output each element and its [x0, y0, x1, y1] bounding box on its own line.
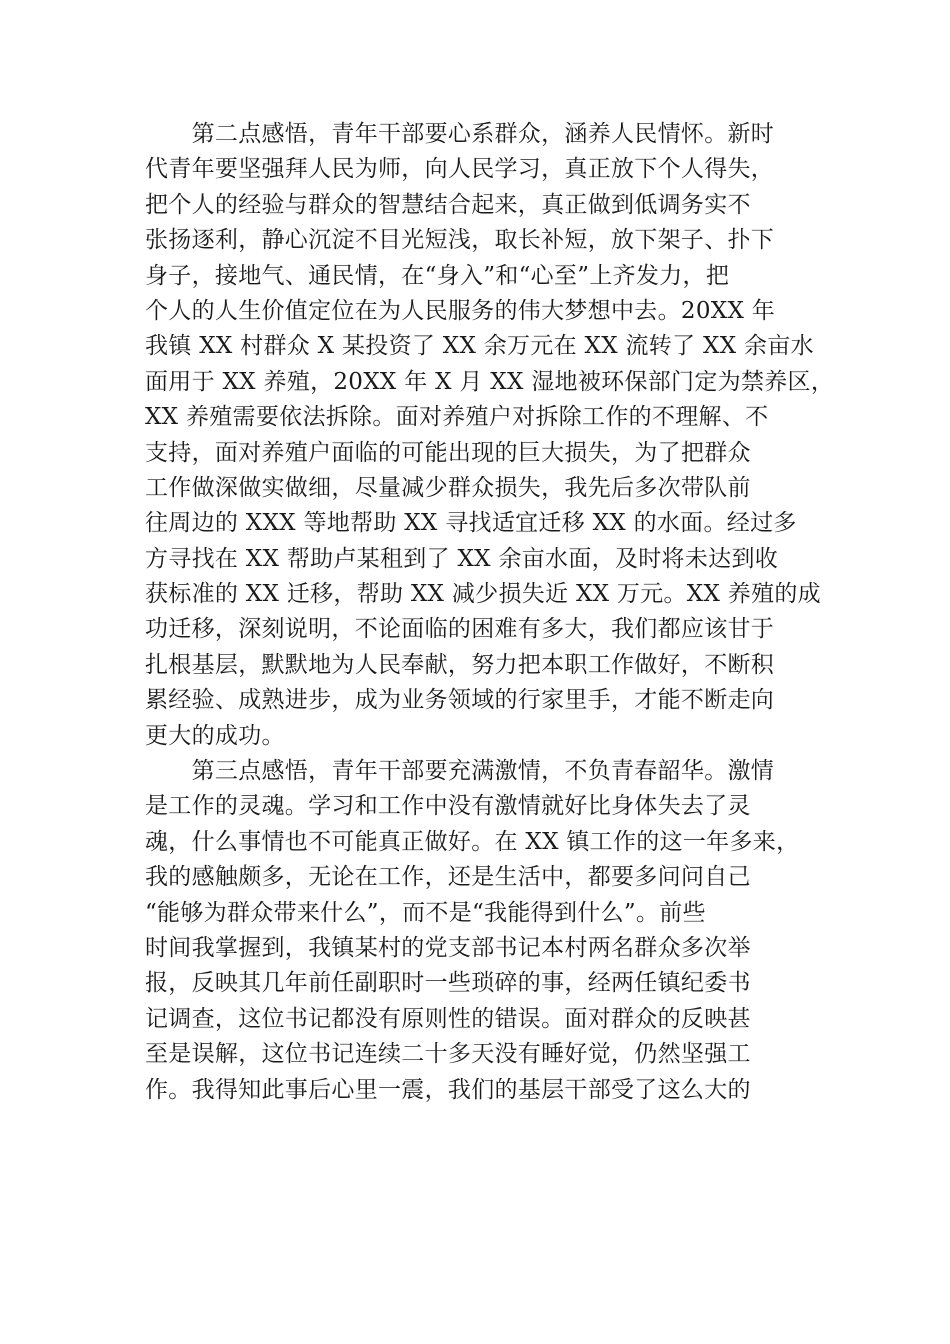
text-line: 工作做深做实做细，尽量减少群众损失，我先后多次带队前 [145, 474, 751, 501]
text-line: 个人的人生价值定位在为人民服务的伟大梦想中去。20XX 年 [145, 297, 776, 324]
text-line: 是工作的灵魂。学习和工作中没有激情就好比身体失去了灵 [145, 793, 751, 820]
text-line: 时间我掌握到，我镇某村的党支部书记本村两名群众多次举 [145, 934, 751, 961]
text-line: 累经验、成熟进步，成为业务领域的行家里手，才能不断走向 [145, 687, 775, 714]
text-line: 面用于 XX 养殖，20XX 年 X 月 XX 湿地被环保部门定为禁养区， [145, 368, 835, 395]
text-line: “能够为群众带来什么”，而不是“我能得到什么”。前些 [145, 899, 706, 926]
text-line: 我的感触颇多，无论在工作，还是生活中，都要多问问自己 [145, 864, 751, 891]
text-line: 把个人的经验与群众的智慧结合起来，真正做到低调务实不 [145, 191, 751, 218]
text-line: 至是误解，这位书记连续二十多天没有睡好觉，仍然坚强工 [145, 1041, 751, 1068]
text-line: 功迁移，深刻说明，不论面临的困难有多大，我们都应该甘于 [145, 616, 775, 643]
body-text [145, 117, 835, 1108]
text-line: XX 养殖需要依法拆除。面对养殖户对拆除工作的不理解、不 [145, 404, 769, 431]
text-line: 第三点感悟，青年干部要充满激情，不负青春韶华。激情 [145, 758, 775, 785]
text-line: 张扬逐利，静心沉淀不目光短浅，取长补短，放下架子、扑下 [145, 227, 775, 254]
text-line: 代青年要坚强拜人民为师，向人民学习，真正放下个人得失， [145, 156, 775, 183]
text-line: 我镇 XX 村群众 X 某投资了 XX 余万元在 XX 流转了 XX 余亩水 [145, 333, 814, 360]
text-line: 作。我得知此事后心里一震，我们的基层干部受了这么大的 [145, 1076, 751, 1103]
text-line: 扎根基层，默默地为人民奉献，努力把本职工作做好，不断积 [145, 651, 775, 678]
text-line: 方寻找在 XX 帮助卢某租到了 XX 余亩水面，及时将未达到收 [145, 545, 779, 572]
text-line: 更大的成功。 [145, 722, 285, 749]
text-line: 往周边的 XXX 等地帮助 XX 寻找适宜迁移 XX 的水面。经过多 [145, 510, 797, 537]
text-line: 身子，接地气、通民情，在“身入”和“心至”上齐发力，把 [145, 262, 730, 289]
text-line: 记调查，这位书记都没有原则性的错误。面对群众的反映甚 [145, 1005, 751, 1032]
text-line: 报，反映其几年前任副职时一些琐碎的事，经两任镇纪委书 [145, 970, 751, 997]
text-line: 第二点感悟，青年干部要心系群众，涵养人民情怀。新时 [145, 121, 775, 147]
text-line: 魂，什么事情也不可能真正做好。在 XX 镇工作的这一年多来， [145, 828, 800, 855]
text-line: 获标准的 XX 迁移，帮助 XX 减少损失近 XX 万元。XX 养殖的成 [145, 581, 821, 608]
text-line: 支持，面对养殖户面临的可能出现的巨大损失，为了把群众 [145, 439, 751, 466]
